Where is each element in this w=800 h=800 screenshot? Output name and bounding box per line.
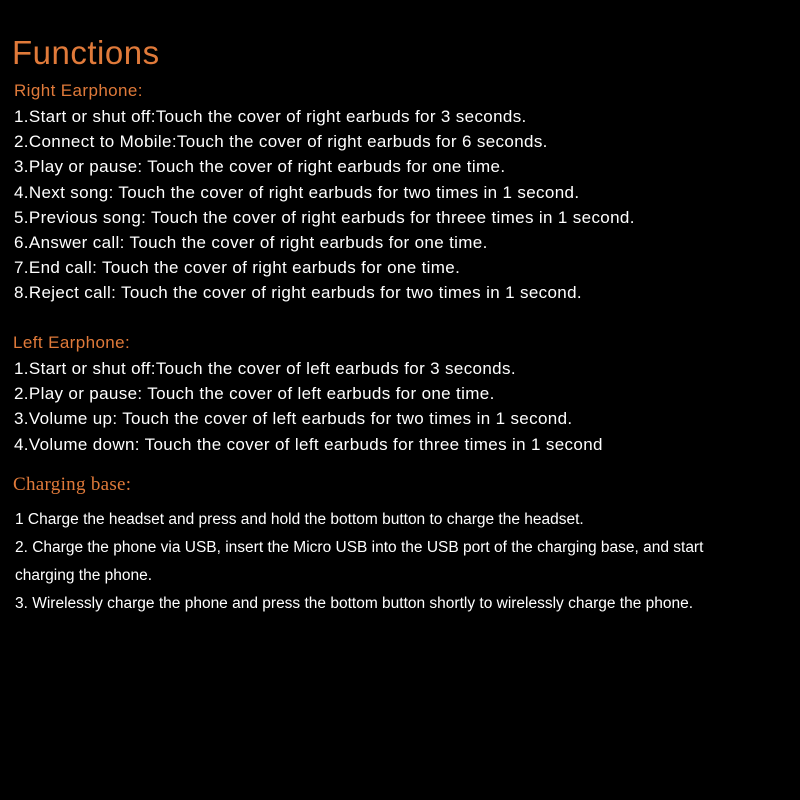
right-earphone-item-2: 2.Connect to Mobile:Touch the cover of right earbuds for 6 seconds. xyxy=(14,132,548,152)
charging-base-item-2: 2. Charge the phone via USB, insert the Micro USB into the USB port of the charging base, and start charging the phone. xyxy=(15,539,704,584)
charging-base-heading: Charging base: xyxy=(13,474,132,495)
right-earphone-item-7: 7.End call: Touch the cover of right earbuds for one time. xyxy=(14,258,461,278)
right-earphone-item-8: 8.Reject call: Touch the cover of right earbuds for two times in 1 second. xyxy=(14,283,582,303)
left-earphone-item-3: 3.Volume up: Touch the cover of left earbuds for two times in 1 second. xyxy=(14,409,573,429)
left-earphone-item-4: 4.Volume down: Touch the cover of left earbuds for three times in 1 second xyxy=(14,434,603,454)
charging-base-item-3: 3. Wirelessly charge the phone and press the bottom button shortly to wirelessly charge the phone. xyxy=(15,595,694,612)
right-earphone-item-5: 5.Previous song: Touch the cover of right earbuds for threee times in 1 second. xyxy=(14,207,635,227)
left-earphone-item-2: 2.Play or pause: Touch the cover of left earbuds for one time. xyxy=(14,384,495,404)
charging-base-item-1: 1 Charge the headset and press and hold the bottom button to charge the headset. xyxy=(15,511,584,528)
right-earphone-item-1: 1.Start or shut off:Touch the cover of right earbuds for 3 seconds. xyxy=(14,107,527,126)
left-earphone-list xyxy=(14,356,603,457)
left-earphone-heading: Left Earphone: xyxy=(13,333,131,352)
left-earphone-item-1: 1.Start or shut off:Touch the cover of left earbuds for 3 seconds. xyxy=(14,359,516,378)
charging-base-list xyxy=(15,506,755,618)
right-earphone-heading: Right Earphone: xyxy=(14,81,143,100)
right-earphone-item-3: 3.Play or pause: Touch the cover of right earbuds for one time. xyxy=(14,157,506,177)
right-earphone-item-4: 4.Next song: Touch the cover of right earbuds for two times in 1 second. xyxy=(14,182,580,202)
page-title: Functions xyxy=(12,34,160,71)
right-earphone-list xyxy=(14,104,635,306)
right-earphone-item-6: 6.Answer call: Touch the cover of right earbuds for one time. xyxy=(14,232,488,252)
